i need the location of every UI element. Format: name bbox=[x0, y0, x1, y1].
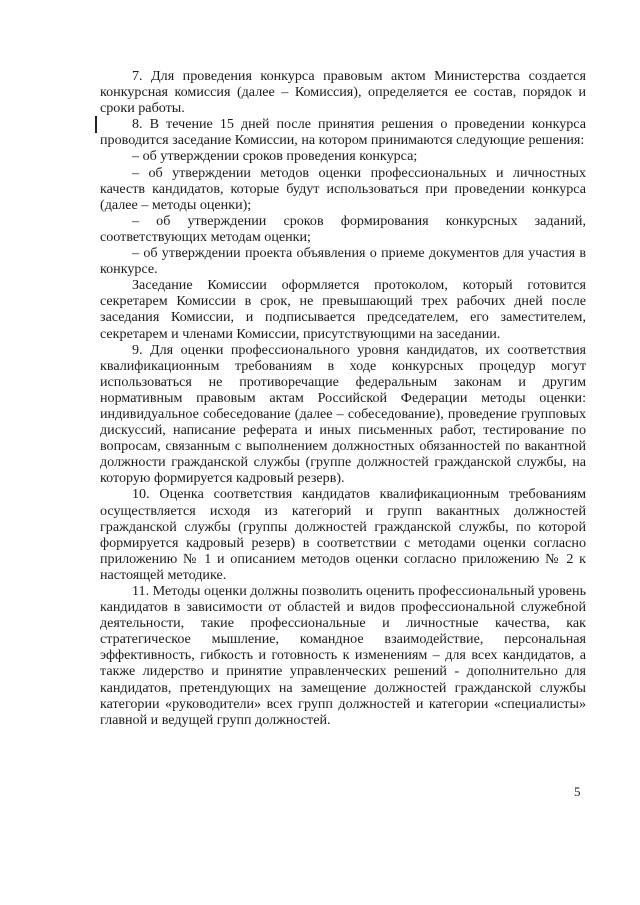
paragraph-11: 11. Методы оценки должны позволить оценить профессиональный уровень кандидатов в зависимости от областей и видов профессиональной служебной деятельности, такие профессиональные и личностные качества, как стратегическое мышление, командное взаимодействие, персональная эффективность, гибкость и готовность к изменениям – для всех кандидатов, а также лидерство и принятие управленческих решений - дополнительно для кандидатов, претендующих на замещение должностей гражданской службы категории «руководители» всех групп должностей и категории «специалисты» главной и ведущей групп должностей. bbox=[100, 583, 586, 728]
list-item-methods: – об утверждении методов оценки профессиональных и личностных качеств кандидатов, которые будут использоваться при проведении конкурса (далее – методы оценки); bbox=[100, 164, 586, 213]
margin-mark bbox=[95, 116, 97, 133]
paragraph-protocol: Заседание Комиссии оформляется протоколом, который готовится секретарем Комиссии в срок, не превышающий трех рабочих дней после заседания Комиссии, и подписывается председателем, его заместителем, секретарем и членами Комиссии, присутствующими на заседании. bbox=[100, 277, 586, 342]
list-item-tasks: – об утверждении сроков формирования конкурсных заданий, соответствующих методам оценки; bbox=[100, 212, 586, 245]
paragraph-8: 8. В течение 15 дней после принятия решения о проведении конкурса проводится заседание Комиссии, на котором принимаются следующие решения: bbox=[100, 116, 586, 149]
document-body bbox=[100, 68, 586, 728]
paragraph-9: 9. Для оценки профессионального уровня кандидатов, их соответствия квалификационным требованиям в ходе конкурсных процедур могут использоваться не противоречащие федеральным законам и другим нормативным правовым актам Российской Федерации методы оценки: индивидуальное собеседование (далее – собеседование), проведение групповых дискуссий, написание реферата и иных письменных работ, тестирование по вопросам, связанным с выполнением должностных обязанностей по вакантной должности гражданской службы (группе должностей гражданской службы, на которую формируется кадровый резерв). bbox=[100, 341, 586, 487]
list-item-announcement: – об утверждении проекта объявления о приеме документов для участия в конкурсе. bbox=[100, 245, 586, 278]
paragraph-10: 10. Оценка соответствия кандидатов квалификационным требованиям осуществляется исходя из категорий и групп вакантных должностей гражданской службы (группы должностей гражданской службы, по которой формируется кадровый резерв) в соответствии с методами оценки согласно приложению № 1 и описанием методов оценки согласно приложению № 2 к настоящей методике. bbox=[100, 486, 586, 583]
list-item-terms: – об утверждении сроков проведения конкурса; bbox=[132, 148, 418, 165]
page-number: 5 bbox=[574, 784, 581, 799]
paragraph-7: 7. Для проведения конкурса правовым актом Министерства создается конкурсная комиссия (далее – Комиссия), определяется ее состав, порядок и сроки работы. bbox=[100, 68, 586, 117]
